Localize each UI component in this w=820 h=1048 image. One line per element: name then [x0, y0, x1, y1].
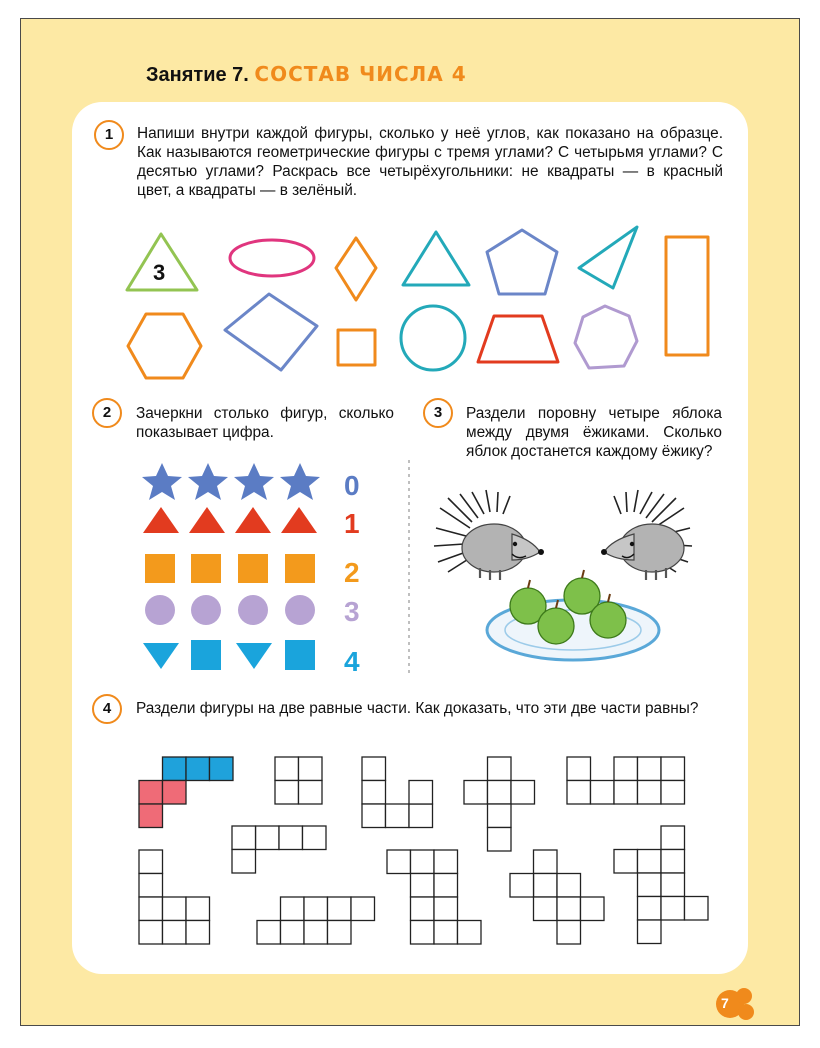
task-1-number: 1 [94, 120, 124, 150]
task-3-text: Раздели поровну четыре яблока между двумя ёжиками. Сколько яблок достанется каждому ёжику? [466, 405, 722, 460]
grid-cell [362, 757, 386, 781]
task-1-text: Напиши внутри каждой фигуры, сколько у неё углов, как показано на образце. Как называются геометрические фигуры с тремя углами? С четырьмя углами? С десятью углами? Раскрась все четырёхугольники: не квадраты — в красный цвет, а квадраты — в зелёный. [137, 125, 723, 199]
grid-cell [232, 850, 256, 874]
grid-cell [638, 897, 662, 921]
grid-cell [362, 781, 386, 805]
task-4-text: Раздели фигуры на две равные части. Как доказать, что эти две части равны? [136, 700, 699, 717]
grid-cell [638, 850, 662, 874]
grid-cell [661, 826, 685, 850]
grid-cell [638, 920, 662, 944]
grid-cell [614, 850, 638, 874]
grid-cell [557, 897, 581, 921]
grid-cell [362, 804, 386, 828]
row-digit-2: 2 [344, 557, 360, 588]
grid-cell [387, 850, 411, 874]
grid-cell [163, 897, 187, 921]
grid-cell [434, 897, 458, 921]
grid-cell [567, 757, 591, 781]
row-digit-4: 4 [344, 646, 360, 677]
grid-cell [614, 757, 638, 781]
grid-cell [557, 874, 581, 898]
grid-figure [275, 757, 322, 804]
grid-cell [464, 781, 488, 805]
grid-cell [256, 826, 280, 850]
grid-cell [386, 804, 410, 828]
grid-cell [411, 850, 435, 874]
grid-cell [488, 828, 512, 852]
grid-cell [351, 897, 375, 921]
grid-cell [275, 781, 299, 805]
grid-cell [434, 850, 458, 874]
grid-cell [210, 757, 234, 781]
grid-cell [299, 781, 323, 805]
grid-cell [488, 781, 512, 805]
grid-cell [557, 921, 581, 945]
grid-cell [488, 757, 512, 781]
lesson-label: Занятие 7. [146, 64, 249, 86]
row-digit-0: 0 [344, 470, 360, 501]
grid-cell [186, 921, 210, 945]
grid-cell [303, 826, 327, 850]
grid-cell [279, 826, 303, 850]
grid-cell [591, 781, 615, 805]
grid-cell [411, 921, 435, 945]
grid-figure [139, 850, 210, 944]
grid-cell [685, 897, 709, 921]
grid-cell [163, 757, 187, 781]
page-number: 7 [721, 995, 729, 1011]
grid-cell [304, 921, 328, 945]
grid-cell [163, 781, 187, 805]
grid-figure [362, 757, 433, 828]
grid-cell [299, 757, 323, 781]
grid-cell [534, 874, 558, 898]
grid-cell [661, 850, 685, 874]
grid-cell [661, 781, 685, 805]
grid-cell [232, 826, 256, 850]
grid-cell [139, 850, 163, 874]
grid-cell [581, 897, 605, 921]
grid-figure [387, 850, 481, 944]
grid-cell [567, 781, 591, 805]
grid-cell [661, 873, 685, 897]
grid-cell [281, 897, 305, 921]
row-digit-3: 3 [344, 596, 360, 627]
grid-cell [411, 874, 435, 898]
grid-cell [458, 921, 482, 945]
grid-cell [304, 897, 328, 921]
grid-cell [661, 897, 685, 921]
grid-figure [232, 826, 326, 873]
grid-cell [638, 873, 662, 897]
grid-cell [139, 921, 163, 945]
grid-cell [163, 921, 187, 945]
sample-label: 3 [153, 260, 166, 285]
grid-cell [139, 781, 163, 805]
grid-cell [638, 757, 662, 781]
grid-figure [567, 757, 685, 804]
grid-cell [434, 921, 458, 945]
grid-figure [510, 850, 604, 944]
grid-cell [186, 897, 210, 921]
task-2-text: Зачеркни столько фигур, сколько показывает цифра. [136, 405, 394, 441]
grid-cell [409, 781, 433, 805]
grid-figure [139, 757, 233, 828]
grid-cell [257, 921, 281, 945]
grid-cell [534, 897, 558, 921]
grid-cell [411, 897, 435, 921]
lesson-topic: СОСТАВ ЧИСЛА 4 [254, 62, 467, 86]
grid-cell [328, 897, 352, 921]
grid-figure [464, 757, 535, 851]
grid-cell [488, 804, 512, 828]
task-3-number: 3 [423, 398, 453, 428]
task-4-number: 4 [92, 694, 122, 724]
grid-cell [275, 757, 299, 781]
grid-cell [409, 804, 433, 828]
grid-cell [614, 781, 638, 805]
row-digit-1: 1 [344, 508, 360, 539]
grid-cell [661, 757, 685, 781]
grid-cell [534, 850, 558, 874]
page-number-badge [714, 986, 758, 1022]
grid-cell [434, 874, 458, 898]
grid-cell [139, 897, 163, 921]
grid-cell [139, 874, 163, 898]
grid-cell [638, 781, 662, 805]
task-2-number: 2 [92, 398, 122, 428]
grid-cell [328, 921, 352, 945]
grid-figure [257, 897, 375, 944]
grid-cell [511, 781, 535, 805]
grid-cell [186, 757, 210, 781]
grid-cell [139, 804, 163, 828]
grid-cell [281, 921, 305, 945]
grid-cell [510, 874, 534, 898]
grid-figure [614, 826, 708, 944]
